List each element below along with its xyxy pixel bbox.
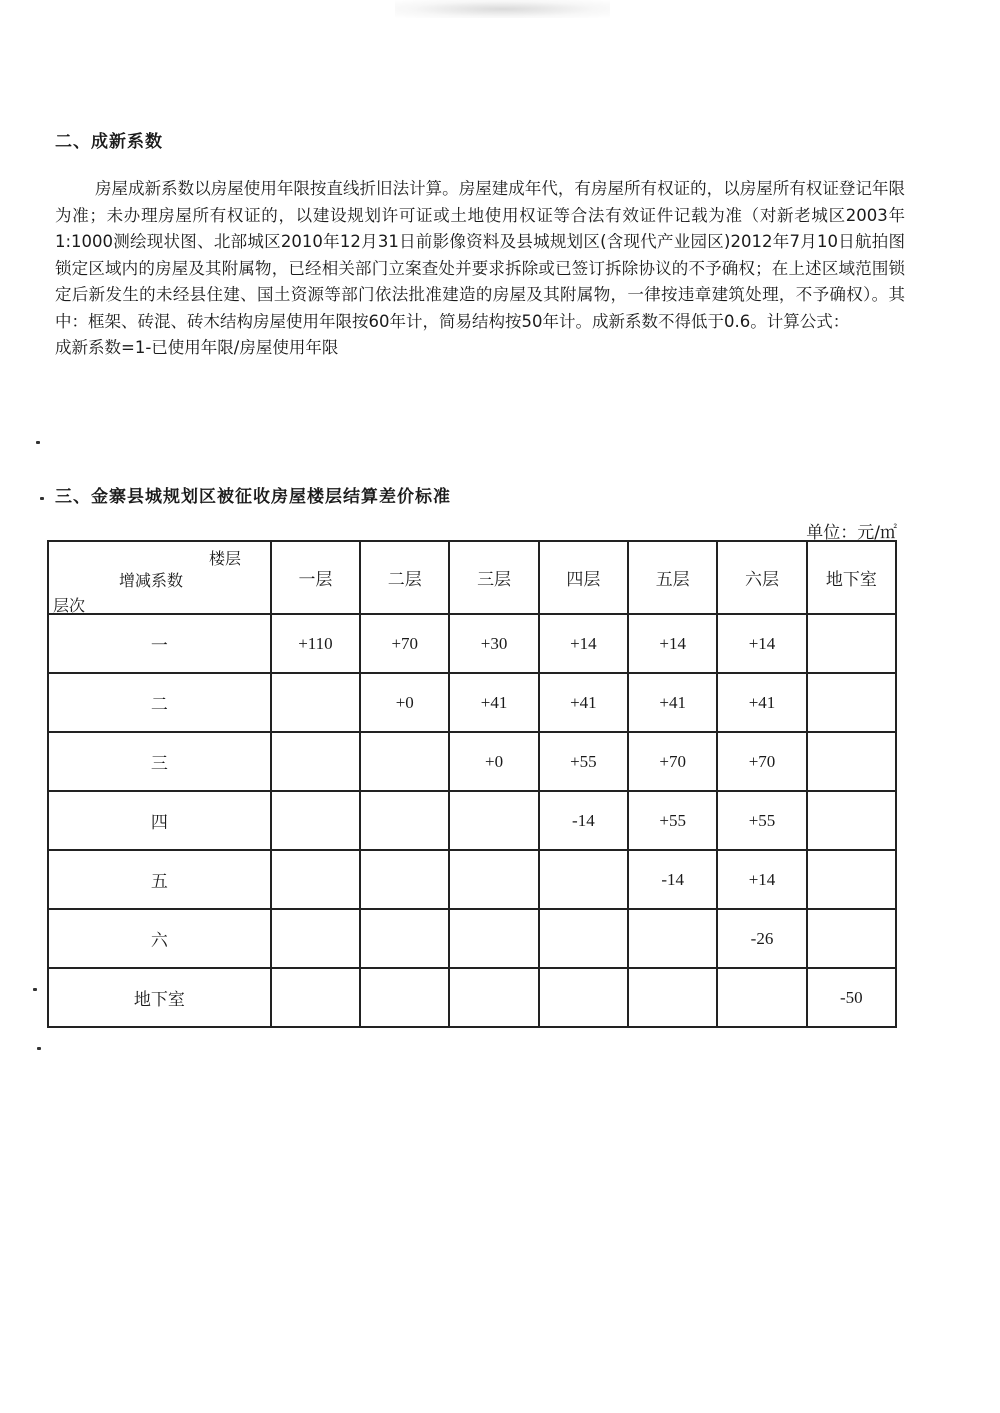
corner-floor-label: 楼层: [209, 549, 242, 568]
table-cell: [360, 968, 449, 1027]
table-cell: [807, 850, 896, 909]
corner-coefficient-label: 增减系数: [119, 571, 184, 590]
scan-speck: [37, 1047, 41, 1050]
floor-price-table: [47, 540, 897, 1028]
scan-speck: [33, 988, 37, 991]
scan-speck: [36, 441, 40, 444]
table-cell: [271, 909, 360, 968]
section-3-heading: 三、金寨县城规划区被征收房屋楼层结算差价标准: [55, 487, 451, 507]
row-label: 一: [48, 614, 271, 673]
table-cell: [807, 791, 896, 850]
table-cell: -14: [628, 850, 717, 909]
table-row: [48, 673, 896, 732]
table-cell: [360, 791, 449, 850]
table-header-row: [48, 541, 896, 614]
table-cell: [628, 968, 717, 1027]
row-label: 二: [48, 673, 271, 732]
table-cell: +14: [717, 614, 806, 673]
row-label: 五: [48, 850, 271, 909]
table-cell: [807, 614, 896, 673]
table-cell: -26: [717, 909, 806, 968]
column-header: 三层: [449, 541, 538, 614]
row-label: 六: [48, 909, 271, 968]
table-cell: +41: [449, 673, 538, 732]
table-cell: +110: [271, 614, 360, 673]
table-cell: +14: [539, 614, 628, 673]
unit-label: 单位：元/㎡: [806, 523, 897, 543]
table-cell: +14: [628, 614, 717, 673]
row-label: 地下室: [48, 968, 271, 1027]
table-cell: [271, 791, 360, 850]
table-cell: [449, 909, 538, 968]
column-header: 六层: [717, 541, 806, 614]
table-cell: [271, 732, 360, 791]
table-cell: [807, 673, 896, 732]
column-header: 地下室: [807, 541, 896, 614]
table-cell: +41: [628, 673, 717, 732]
table-cell: +41: [539, 673, 628, 732]
table-cell: +0: [360, 673, 449, 732]
table-cell: [539, 850, 628, 909]
column-header: 二层: [360, 541, 449, 614]
table-row: [48, 732, 896, 791]
table-cell: +70: [360, 614, 449, 673]
table-cell: +55: [539, 732, 628, 791]
table-cell: [717, 968, 806, 1027]
table-cell: [539, 968, 628, 1027]
column-header: 四层: [539, 541, 628, 614]
table-row: [48, 968, 896, 1027]
table-cell: [271, 850, 360, 909]
table-cell: [271, 968, 360, 1027]
table-cell: +55: [717, 791, 806, 850]
table-cell: [807, 732, 896, 791]
corner-level-label: 层次: [53, 596, 86, 615]
depreciation-text: 房屋成新系数以房屋使用年限按直线折旧法计算。房屋建成年代，有房屋所有权证的，以房屋所有权证登记年限为准；未办理房屋所有权证的，以建设规划许可证或土地使用权证等合法有效证件记载为准（对新老城区2003年1:1000测绘现状图、北部城区2010年12月31日前影像资料及县城规划区(含现代产业园区)2012年7月10日航拍图锁定区域内的房屋及其附属物，已经相关部门立案查处并要求拆除或已签订拆除协议的不予确权；在上述区域范围锁定后新发生的未经县住建、国土资源等部门依法批准建造的房屋及其附属物，一律按违章建筑处理，不予确权）。其中：框架、砖混、砖木结构房屋使用年限按60年计，简易结构按50年计。成新系数不得低于0.6。计算公式：: [55, 179, 905, 331]
table-row: [48, 791, 896, 850]
column-header: 五层: [628, 541, 717, 614]
corner-cell: [48, 541, 271, 614]
table-cell: [271, 673, 360, 732]
table-row: [48, 850, 896, 909]
row-label: 四: [48, 791, 271, 850]
table-cell: [360, 732, 449, 791]
table-cell: [628, 909, 717, 968]
row-label: 三: [48, 732, 271, 791]
table-row: [48, 909, 896, 968]
scan-speck: [40, 497, 44, 500]
table-cell: +14: [717, 850, 806, 909]
table-cell: [360, 909, 449, 968]
section-2-heading: 二、成新系数: [55, 132, 163, 152]
table-cell: [449, 850, 538, 909]
table-cell: [449, 968, 538, 1027]
table-row: [48, 614, 896, 673]
table-cell: -14: [539, 791, 628, 850]
depreciation-paragraph: [55, 176, 905, 362]
table-cell: [449, 791, 538, 850]
table-cell: [360, 850, 449, 909]
table-cell: [807, 909, 896, 968]
column-header: 一层: [271, 541, 360, 614]
table-cell: +0: [449, 732, 538, 791]
table-cell: +41: [717, 673, 806, 732]
table-cell: +70: [717, 732, 806, 791]
depreciation-formula: 成新系数=1-已使用年限/房屋使用年限: [55, 338, 339, 357]
table-cell: -50: [807, 968, 896, 1027]
scan-artifact: [395, 0, 610, 18]
table-cell: +30: [449, 614, 538, 673]
table-cell: +55: [628, 791, 717, 850]
table-cell: +70: [628, 732, 717, 791]
table-cell: [539, 909, 628, 968]
